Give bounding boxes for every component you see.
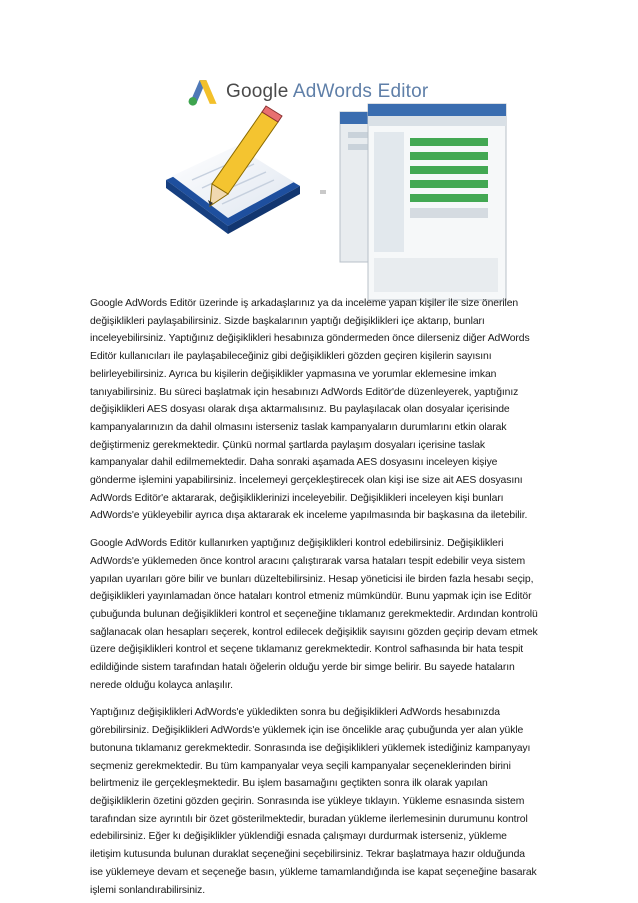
- pencil-notebook-icon: [158, 102, 308, 242]
- document-body: [90, 295, 540, 899]
- paragraph-sharing: Google AdWords Editör üzerinde iş arkadaşlarınız ya da inceleme yapan kişiler ile size önerilen değişiklikleri paylaşabilirsiniz. Sizde başkalarının yaptığı değişiklikleri içe aktarıp, bunları inceleyebilirsiniz. Yaptığınız değişiklikleri hesabınıza göndermeden önce dilerseniz diğer AdWords Editör kullanıcıları ile paylaşabileceğiniz gibi değişiklikleri gözden geçiren kişilerin sayısını belirleyebilirsiniz. Ayrıca bu kişilerin değişiklikler yapmasına ve yorumlar eklemesine imkan tanıyabilirsiniz. Bu süreci başlatmak için hesabınızı AdWords Editör'de düzenleyerek, yaptığınız değişiklikleri AES dosyası olarak dışa aktarmalısınız. Bu paylaşılacak olan dosyalar içerisinde kampanyalarınızın da dahil olmasını isterseniz taslak kampanyaların durumlarını etkin olarak değiştirmeniz gerekmektedir. Çünkü normal şartlarda paylaşım dosyaları içerisine taslak kampanyalar dahil edilmemektedir. Daha sonraki aşamada AES dosyasını inceleyen kişiye gönderme işlemini yapabilirsiniz. İncelemeyi gerçekleştirecek olan kişi ise size ait AES dosyasını AdWords Editör'e aktararak, değişikliklerinizi inceleyebilir. Değişiklikleri inceleyen kişi bunları AdWords'e yükleyebilir ayrıca dışa aktararak ek inceleme yapılmasında bir başkasına da iletebilir.: [90, 298, 530, 522]
- paragraph-checking: Google AdWords Editör kullanırken yaptığınız değişiklikleri kontrol edebilirsiniz. Değişiklikleri AdWords'e yüklemeden önce kontrol aracını çalıştırarak varsa hataları tespit edebilir veya sistem yapılan uyarıları göre bilir ve bunları düzeltebilirsiniz. Hesap yöneticisi ile birden fazla hesabı seçip, değişiklikleri yayınlamadan önce hataları kontrol etmeniz mümkündür. Bunu yapmak için ise Editör çubuğunda bulunan değişiklikleri kontrol et seçeneğine tıklamanız gerekmektedir. Ardından kontrolü sağlanacak olan hesapları seçerek, kontrol edilecek değişiklik sayısını gözden geçirip devam etmek üzere değişiklikleri kontrol et seçene tıklamanız gerekmektedir. Kontrol safhasında bir hata tespit edildiğinde sistem tarafından hatalı öğelerin olduğu yerde bir simge belirir. Bu sayede hataların nerede olduğu kolayca anlaşılır.: [90, 538, 538, 691]
- logo-google-text: Google: [226, 81, 289, 102]
- logo-product-text: AdWords Editor: [292, 81, 429, 102]
- decorative-dash: [320, 190, 326, 194]
- editor-windows-icon: [338, 102, 508, 302]
- paragraph-uploading: Yaptığınız değişiklikleri AdWords'e yükledikten sonra bu değişiklikleri AdWords hesabınızda görebilirsiniz. Değişiklikleri AdWords'e yüklemek için ise öncelikle araç çubuğunda yer alan yükle butonuna tıklamanız gerekmektedir. Sonrasında ise değişiklikleri yüklemek istediğiniz kampanyayı seçmeniz gerekmektedir. Bu tüm kampanyalar veya seçili kampanyalar seçeneklerinden birini belirtmeniz ile gerçekleşmektedir. Bu işlem basamağını geçtikten sonra ilk olarak yapılan değişikliklerin özetini gözden geçirin. Sonrasında ise yükleye tıklayın. Yükleme esnasında sistem tarafından size ayrıntılı bir özet gösterilmektedir, buradan yükleme ilerlemesinin durumunu kontrol edebilirsiniz. Eğer kı değişiklikler yüklendiği esnada çalışmayı durdurmak isterseniz, yükleme iletişim kutusunda bulunan duraklat seçeneğini seçebilirsiniz. Tekrar başlatmaya hazır olduğunda ise yüklemeye devam et seçeneğe basın, yükleme tamamlandığında ise kapat seçeneğine basarak işlemi sonlandırabilirsiniz.: [90, 707, 537, 896]
- adwords-editor-banner: [148, 64, 508, 314]
